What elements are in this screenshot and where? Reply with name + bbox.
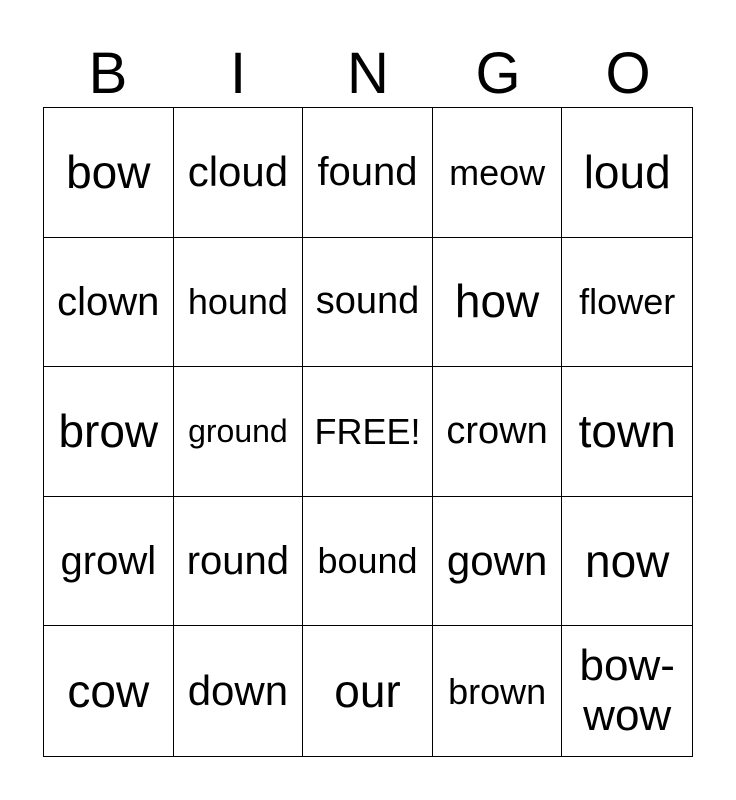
bingo-cell[interactable]: meow [433,108,563,238]
bingo-cell[interactable]: sound [303,238,433,368]
bingo-cell[interactable]: growl [44,497,174,627]
bingo-cell[interactable]: our [303,626,433,756]
bingo-cell[interactable]: town [562,367,692,497]
bingo-cell[interactable]: round [174,497,304,627]
bingo-header [43,42,693,106]
bingo-cell[interactable]: hound [174,238,304,368]
bingo-cell[interactable]: gown [433,497,563,627]
bingo-cell[interactable]: flower [562,238,692,368]
bingo-cell[interactable]: cloud [174,108,304,238]
bingo-cell[interactable]: found [303,108,433,238]
header-letter-o: O [605,41,651,106]
free-space: FREE! [303,367,433,497]
header-letter-g: G [475,41,521,106]
bingo-cell[interactable]: loud [562,108,692,238]
bingo-cell[interactable]: down [174,626,304,756]
bingo-cell[interactable]: how [433,238,563,368]
bingo-cell[interactable]: now [562,497,692,627]
bingo-cell[interactable]: brown [433,626,563,756]
bingo-cell[interactable]: cow [44,626,174,756]
header-letter-b: B [88,41,128,106]
bingo-cell[interactable]: bow- wow [579,640,675,741]
bingo-cell[interactable]: crown [433,367,563,497]
bingo-cell[interactable]: brow [44,367,174,497]
bingo-cell[interactable]: bow [44,108,174,238]
bingo-cell[interactable]: clown [44,238,174,368]
bingo-cell[interactable]: ground [174,367,304,497]
header-letter-n: N [347,41,389,106]
bingo-board [43,107,693,757]
bingo-cell[interactable]: bound [303,497,433,627]
header-letter-i: I [229,41,247,106]
